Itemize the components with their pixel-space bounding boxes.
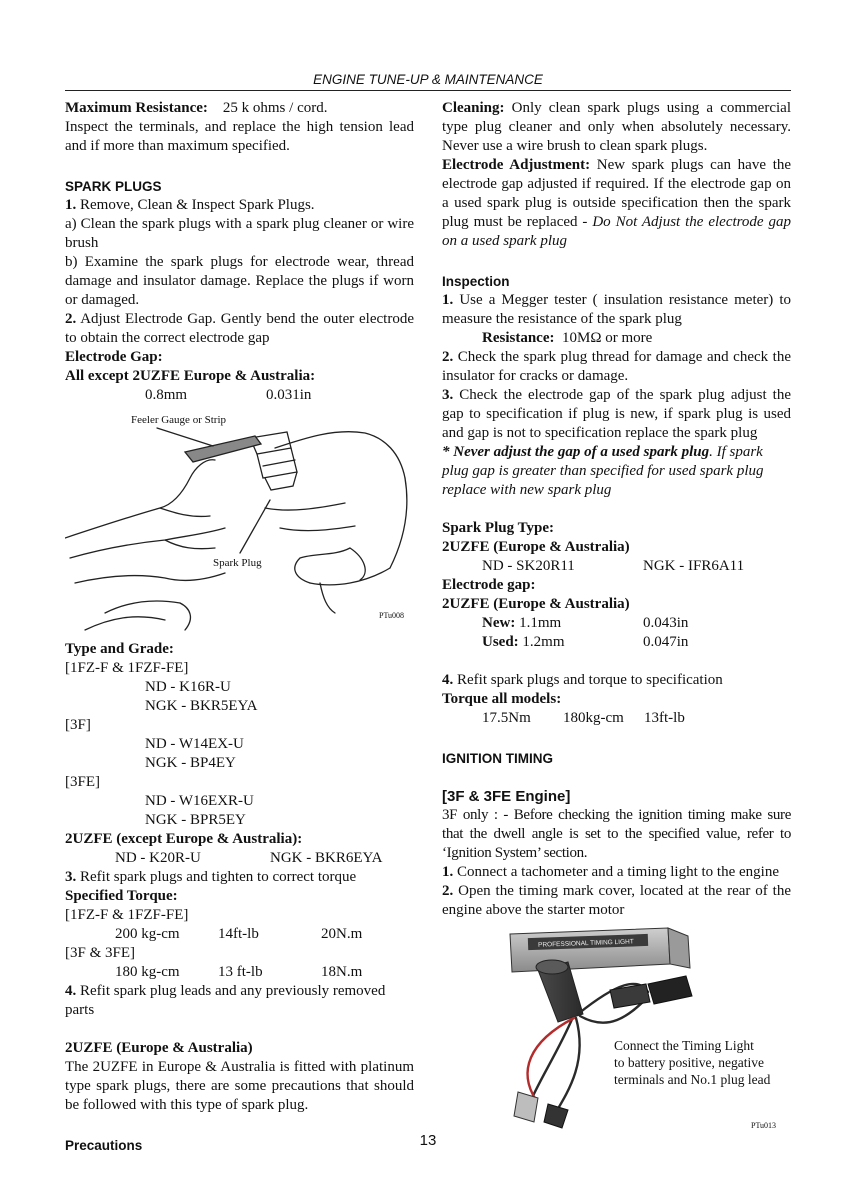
all-except-label: All except 2UZFE Europe & Australia: — [65, 368, 316, 384]
electrode-gap-label-right: Electrode gap: — [442, 577, 536, 593]
inspection-heading: Inspection — [442, 274, 510, 289]
eu-plug-row — [442, 557, 791, 576]
step-4-number: 4. — [65, 983, 77, 999]
ngk-3f: NGK - BP4EY — [145, 755, 236, 771]
ignition-timing-heading: IGNITION TIMING — [442, 751, 553, 766]
photo-caption — [614, 1037, 770, 1088]
step-a: a) Clean the spark plugs with a spark plug cleaner or wire brush — [65, 216, 414, 251]
step-1-number: 1. — [65, 197, 77, 213]
step-2 — [65, 310, 414, 348]
gap-warning-bold: * Never adjust the gap of a used spark plug — [442, 444, 710, 460]
step-3-number: 3. — [65, 869, 77, 885]
electrode-adjustment-paragraph — [442, 156, 791, 251]
refit-step-4-text: Refit spark plugs and torque to specification — [457, 672, 723, 688]
torque-row-1 — [65, 925, 414, 944]
cleaning-label: Cleaning: — [442, 100, 505, 116]
ignition-step-2-text: Open the timing mark cover, located at the rear of the engine above the starter motor — [442, 883, 791, 918]
torque-2-kgcm: 180 kg-cm — [115, 964, 180, 980]
max-resistance-value: 25 k ohms / cord. — [222, 100, 328, 116]
timing-light-photo — [498, 922, 788, 1130]
gap-in: 0.031in — [266, 387, 312, 403]
cleaning-text: Only clean spark plugs using a commercial type plug cleaner and only when absolutely necessary. Never use a wire brush to clean spark plugs. — [442, 100, 791, 154]
ignition-step-1-text: Connect a tachometer and a timing light to the engine — [457, 864, 779, 880]
torque-all-kgcm: 180kg-cm — [563, 710, 624, 726]
inspection-2-text: Check the spark plug thread for damage and check the insulator for cracks or damage. — [442, 349, 792, 384]
figure-code: PTu008 — [379, 611, 405, 620]
timing-light-illustration — [498, 922, 788, 1130]
plug-type-label: Spark Plug Type: — [442, 520, 554, 536]
inspect-terminals-text: Inspect the terminals, and replace the high tension lead and if more than maximum specified. — [65, 119, 414, 154]
torque-engine-1: [1FZ-F & 1FZF-FE] — [65, 907, 189, 923]
page-number: 13 — [419, 1132, 437, 1149]
refit-step-4-number: 4. — [442, 672, 454, 688]
inspection-1 — [442, 291, 791, 329]
nd-eu: ND - SK20R11 — [482, 558, 575, 574]
uzfe-eu-heading: 2UZFE (Europe & Australia) — [65, 1040, 253, 1056]
inspection-2-number: 2. — [442, 349, 454, 365]
used-gap — [482, 633, 643, 652]
nd-3f: ND - W14EX-U — [145, 736, 244, 752]
max-resistance-label: Maximum Resistance: — [65, 100, 208, 116]
uzfe-plug-row — [65, 849, 414, 868]
uzfe-eu-text: The 2UZFE in Europe & Australia is fitted with platinum type spark plugs, there are some precautions that should be followed with this type of spark plug. — [65, 1059, 414, 1113]
ngk-3fe: NGK - BPR5EY — [145, 812, 246, 828]
gap-values-row — [65, 386, 414, 405]
ignition-step-2-number: 2. — [442, 883, 454, 899]
torque-1-nm: 20N.m — [321, 926, 363, 942]
max-resistance-line — [65, 99, 414, 118]
nd-3fe: ND - W16EXR-U — [145, 793, 254, 809]
uzfe-eu-label-1: 2UZFE (Europe & Australia) — [442, 539, 630, 555]
step-2-number: 2. — [65, 311, 77, 327]
engine-3f-heading: [3F & 3FE Engine] — [442, 788, 571, 805]
gap-warning — [442, 443, 791, 500]
torque-all-label: Torque all models: — [442, 691, 562, 707]
torque-all-row — [442, 709, 791, 728]
torque-2-ftlb: 13 ft-lb — [218, 964, 263, 980]
electrode-adjustment-text: New spark plugs can have the electrode gap adjusted if required. If the electrode gap on a used spark plug is outside specification then the spark plug must be replaced - — [442, 157, 792, 230]
torque-all-ftlb: 13ft-lb — [644, 710, 685, 726]
nd-uzfe: ND - K20R-U — [115, 850, 201, 866]
new-in: 0.043in — [643, 615, 689, 631]
new-mm: 1.1mm — [519, 615, 562, 631]
used-label: Used: — [482, 634, 519, 650]
used-gap-row — [442, 633, 791, 652]
torque-engine-2: [3F & 3FE] — [65, 945, 136, 961]
ngk-1fz: NGK - BKR5EYA — [145, 698, 258, 714]
engine-1fz: [1FZ-F & 1FZF-FE] — [65, 660, 189, 676]
gap-mm: 0.8mm — [145, 387, 188, 403]
inspection-3-number: 3. — [442, 387, 454, 403]
ngk-uzfe: NGK - BKR6EYA — [270, 850, 383, 866]
resistance-label: Resistance: — [482, 330, 555, 346]
spark-plug-gap-figure — [65, 408, 414, 640]
step-1 — [65, 196, 414, 215]
new-gap — [482, 614, 643, 633]
torque-all-nm: 17.5Nm — [482, 710, 531, 726]
photo-caption-line-3: terminals and No.1 plug lead — [614, 1072, 771, 1087]
photo-caption-line-1: Connect the Timing Light — [614, 1038, 754, 1053]
left-column — [65, 99, 414, 1155]
electrode-gap-label: Electrode Gap: — [65, 349, 163, 365]
feeler-gauge-label: Feeler Gauge or Strip — [131, 414, 226, 426]
spec-torque-label: Specified Torque: — [65, 888, 178, 904]
step-4-text: Refit spark plug leads and any previously removed parts — [65, 983, 386, 1018]
step-2-text: Adjust Electrode Gap. Gently bend the outer electrode to obtain the correct electrode gap — [65, 311, 414, 346]
ignition-step-1 — [442, 863, 791, 882]
uzfe-except-label: 2UZFE (except Europe & Australia): — [65, 831, 303, 847]
resistance-line — [482, 329, 791, 348]
step-3-text: Refit spark plugs and tighten to correct torque — [80, 869, 357, 885]
spark-plugs-heading: SPARK PLUGS — [65, 179, 162, 194]
new-label: New: — [482, 615, 516, 631]
ngk-eu: NGK - IFR6A11 — [643, 558, 745, 574]
precautions-heading: Precautions — [65, 1138, 143, 1153]
torque-1-ftlb: 14ft-lb — [218, 926, 259, 942]
running-header: ENGINE TUNE-UP & MAINTENANCE — [313, 72, 543, 87]
engine-3fe: [3FE] — [65, 774, 100, 790]
hands-with-feeler-gauge-illustration — [65, 408, 414, 640]
ignition-step-2 — [442, 882, 791, 920]
step-1-text: Remove, Clean & Inspect Spark Plugs. — [80, 197, 315, 213]
used-in: 0.047in — [643, 634, 689, 650]
engine-3f: [3F] — [65, 717, 91, 733]
cleaning-paragraph — [442, 99, 791, 156]
new-gap-row — [442, 614, 791, 633]
used-mm: 1.2mm — [522, 634, 565, 650]
ignition-intro: 3F only : - Before checking the ignition timing make sure that the dwell angle is set to the specified value, refer to ‘Ignition System’ section. — [442, 807, 791, 861]
refit-step-4 — [442, 671, 791, 690]
photo-code: PTu013 — [751, 1121, 777, 1130]
step-3 — [65, 868, 414, 887]
nd-1fz: ND - K16R-U — [145, 679, 231, 695]
inspection-1-text: Use a Megger tester ( insulation resistance meter) to measure the resistance of the spark plug — [442, 292, 791, 327]
gap-warning-rest: . If spark plug gap is greater than specified for used spark plug replace with new spark plug — [442, 444, 764, 498]
header-rule — [65, 90, 791, 91]
step-b: b) Examine the spark plugs for electrode wear, thread damage and insulator damage. Replace the plugs if worn or damaged. — [65, 254, 414, 308]
ignition-step-1-number: 1. — [442, 864, 454, 880]
uzfe-eu-label-2: 2UZFE (Europe & Australia) — [442, 596, 630, 612]
inspection-2 — [442, 348, 791, 386]
electrode-adjustment-label: Electrode Adjustment: — [442, 157, 591, 173]
torque-row-2 — [65, 963, 414, 982]
right-column — [442, 99, 791, 920]
inspection-3 — [442, 386, 791, 443]
timing-light-box-label: PROFESSIONAL TIMING LIGHT — [537, 938, 634, 949]
torque-2-nm: 18N.m — [321, 964, 363, 980]
electrode-adjustment-warning: Do Not Adjust the electrode gap on a used spark plug — [442, 214, 791, 249]
inspection-1-number: 1. — [442, 292, 454, 308]
torque-1-kgcm: 200 kg-cm — [115, 926, 180, 942]
resistance-value: 10MΩ or more — [561, 330, 653, 346]
step-4 — [65, 982, 414, 1020]
spark-plug-label: Spark Plug — [213, 557, 262, 569]
inspection-3-text: Check the electrode gap of the spark plug adjust the gap to specification if plug is new, if spark plug is used and gap is not to specification replace the spark plug — [442, 387, 792, 441]
type-grade-label: Type and Grade: — [65, 641, 174, 657]
photo-caption-line-2: to battery positive, negative — [614, 1055, 764, 1070]
